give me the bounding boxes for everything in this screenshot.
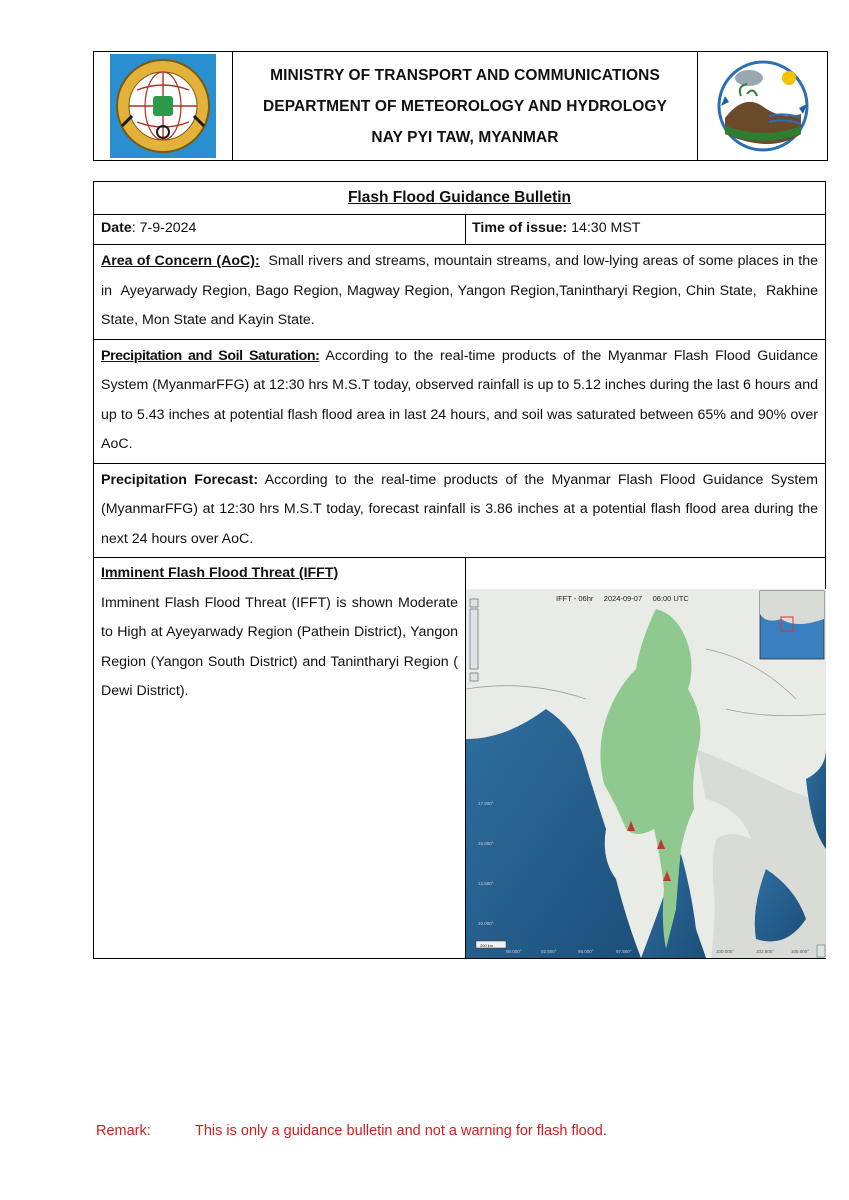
precipitation-soil-row [94, 340, 825, 464]
lon-label-95: 95.000° [578, 949, 594, 954]
zoom-in-button[interactable] [470, 599, 478, 607]
precipitation-forecast-label: Precipitation Forecast: [101, 471, 259, 488]
map-scroll-handle[interactable] [817, 945, 825, 957]
bulletin-title: Flash Flood Guidance Bulletin [347, 189, 572, 206]
lat-label-12-5: 12.500° [478, 881, 494, 886]
area-of-concern-row [94, 245, 825, 340]
precipitation-forecast-row [94, 464, 825, 559]
ifft-label: Imminent Flash Flood Threat (IFFT) [101, 565, 339, 581]
date-time-row [94, 215, 825, 245]
time-of-issue-cell [466, 215, 825, 244]
map-caption: IFFT - 06hr 2024-09-07 06:00 UTC [556, 594, 689, 603]
precipitation-soil-label: Precipitation and Soil Saturation: [101, 347, 320, 364]
date-cell [94, 215, 466, 244]
lon-label-90: 90.000° [506, 949, 522, 954]
lat-label-15: 15.000° [478, 841, 494, 846]
bulletin-title-row [94, 182, 825, 215]
remark-label: Remark: [96, 1123, 151, 1139]
department-name: DEPARTMENT OF METEOROLOGY AND HYDROLOGY [262, 97, 668, 115]
remark-text: This is only a guidance bulletin and not a warning for flash flood. [195, 1123, 607, 1139]
time-of-issue-label: Time of issue: [472, 220, 568, 236]
lon-label-92-5: 92.500° [541, 949, 557, 954]
header-box [93, 51, 828, 161]
time-of-issue-value: 14:30 MST [567, 220, 641, 236]
ifft-text-cell [94, 558, 466, 958]
area-of-concern-label: Area of Concern (AoC): [101, 253, 260, 269]
hydrology-logo-cell [697, 52, 827, 160]
lat-label-10: 10.000° [478, 921, 494, 926]
precipitation-soil-text: According to the real-time products of the Myanmar Flash Flood Guidance System (MyanmarFFG) at 12:30 hrs M.S.T today, observed rainfall is up to 5.12 inches during the last 6 hours and up to 5.43 inches at potential flash flood area in last 24 hours, and soil was saturated between 65% and 90% over AoC. [101, 347, 818, 452]
ministry-logo-cell [94, 52, 233, 160]
ministry-logo [110, 54, 216, 158]
lon-label-105: 105.000° [791, 949, 810, 954]
bulletin-table [93, 181, 826, 959]
area-of-concern-text: Small rivers and streams, mountain streams, and low-lying areas of some places in the in Ayeyarwady Region, Bago Region, Magway Region, Yangon Region,Tanintharyi Region, Chin State, Rakhine State, Mon State and Kayin State. [101, 253, 822, 328]
lon-label-97-5: 97.500° [616, 949, 632, 954]
hydrology-logo [711, 56, 815, 156]
zoom-out-button[interactable] [470, 673, 478, 681]
lon-label-100: 100.000° [716, 949, 735, 954]
date-value: : 7-9-2024 [131, 220, 197, 236]
lon-label-102-5: 102.500° [756, 949, 775, 954]
ifft-map-cell [466, 558, 825, 958]
ifft-row [94, 558, 825, 958]
date-label: Date [101, 220, 132, 236]
header-title-block [233, 52, 697, 160]
location-name: NAY PYI TAW, MYANMAR [371, 128, 559, 146]
lat-label-17-5: 17.500° [478, 801, 494, 806]
precipitation-forecast-text: According to the real-time products of the Myanmar Flash Flood Guidance System (MyanmarFFG) at 12:30 hrs M.S.T today, forecast rainfall is 3.86 inches at a potential flash flood area during the next 24 hours over AoC. [101, 471, 818, 547]
ifft-text: Imminent Flash Flood Threat (IFFT) is shown Moderate to High at Ayeyarwady Region (Pathein District), Yangon Region (Yangon South District) and Tanintharyi Region ( Dewi District). [101, 594, 458, 699]
zoom-slider[interactable] [470, 609, 478, 669]
scale-bar-label: 200 km [480, 943, 494, 948]
overview-land [760, 591, 824, 624]
ministry-name: MINISTRY OF TRANSPORT AND COMMUNICATIONS [270, 66, 660, 84]
ifft-map [466, 589, 826, 958]
